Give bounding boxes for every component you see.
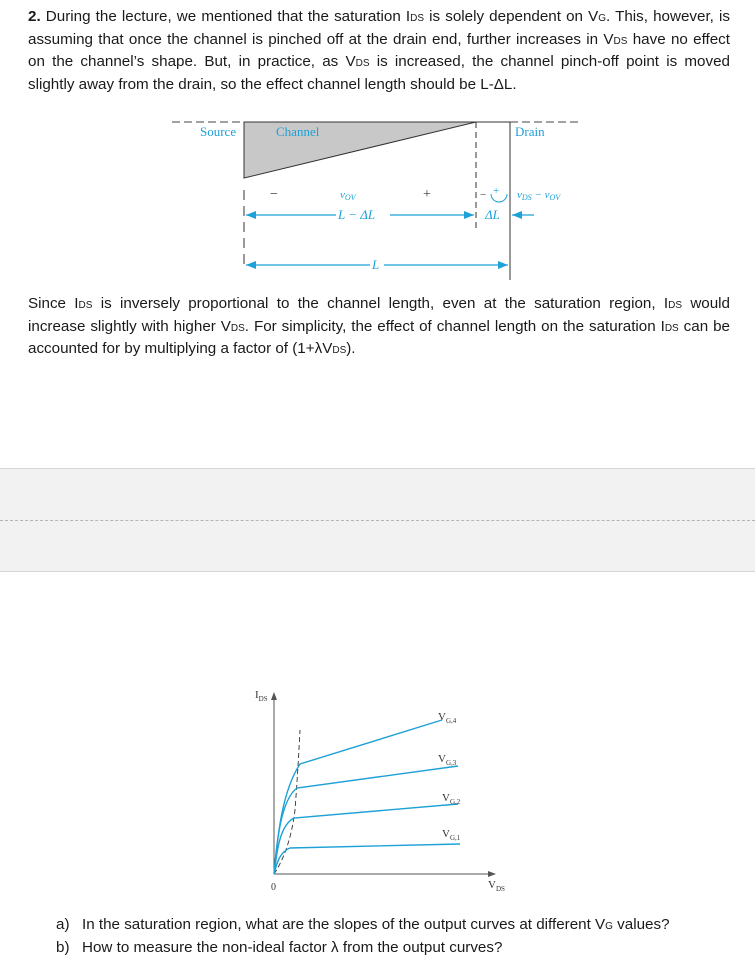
delta-l-label: ΔL [485,207,500,222]
question-list [56,915,670,958]
subscript: DS [613,35,628,47]
subscript: DS [664,322,679,334]
arrowhead [498,261,508,269]
subscript: DS [332,345,347,356]
y-axis-label: $I_{DS}$ [255,689,268,703]
question-b [56,938,670,959]
text-run: How to measure the non-ideal factor λ from the output curves? [82,938,503,956]
vds-minus-vov-label: vDS − vOV [517,189,561,202]
y-axis-arrow [271,692,277,700]
subscript: DS [668,300,683,311]
small-plus: + [493,185,500,197]
text-run: is inversely proportional to the channel length, even at the saturation region, I [92,295,669,312]
curve-vg1 [274,844,460,874]
subscript: DS [410,13,425,24]
curve-label-vg2: $V_{G,2}$ [442,792,461,806]
subscript: G [605,921,613,932]
text-run: ). [346,340,356,357]
question-marker: a) [56,916,70,933]
arrowhead [512,211,522,219]
subscript: DS [230,322,245,334]
question-number: 2. [28,8,41,25]
arrowhead [246,261,256,269]
text-run: have no effect on the channel’s shape. But, in practice, as V [28,30,730,70]
separator-band [0,468,755,572]
text-run: During the lecture, we mentioned that the saturation I [40,8,411,25]
text-run: can be accounted for by multiplying a factor of (1+λV [28,317,730,357]
text-run: would increase slightly with higher V [28,295,730,335]
output-characteristics-graph [0,680,755,900]
channel-length-diagram [0,110,755,280]
curve-label-vg4: $V_{G,4}$ [438,711,457,725]
curve-vg3 [274,766,458,874]
plus-sign: + [423,187,431,202]
vov-label: vOV [340,189,356,202]
text-run: In the saturation region, what are the slopes of the output curves at different V [82,916,606,933]
channel-label: Channel [276,124,320,139]
curve-vg2 [274,804,458,874]
source-label: Source [200,124,237,139]
question-marker: b) [56,938,70,956]
text-run: . This, however, is assuming that once the channel is pinched off at the drain end, further increases in V [28,8,730,48]
intro-paragraph [28,7,730,95]
subscript: DS [78,300,93,311]
small-minus: − [480,189,487,201]
l-label: L [372,257,380,272]
arrowhead [246,211,256,219]
question-a [56,915,670,938]
subscript: G [598,13,607,24]
text-run: is solely dependent on V [424,8,599,25]
drain-label: Drain [515,124,545,139]
l-minus-dl-label: L − ΔL [338,207,376,222]
x-axis-arrow [488,871,496,877]
text-run: Since I [28,295,79,312]
dashed-divider [0,520,755,521]
text-run: values? [612,916,670,933]
x-axis-label: $V_{DS}$ [488,879,505,893]
arrowhead [464,211,474,219]
minus-sign: − [270,187,278,202]
explanation-paragraph [28,294,730,362]
curve-label-vg1: $V_{G,1}$ [442,828,461,842]
text-run: is increased, the channel pinch-off point is moved slightly away from the drain, so the effect channel length should be L-ΔL. [28,53,730,93]
curve-label-vg3: $V_{G,3}$ [438,753,457,767]
origin-label: 0 [271,882,276,893]
text-run: . For simplicity, the effect of channel length on the saturation I [244,317,665,335]
subscript: DS [355,58,370,69]
curve-vg4 [274,720,442,874]
